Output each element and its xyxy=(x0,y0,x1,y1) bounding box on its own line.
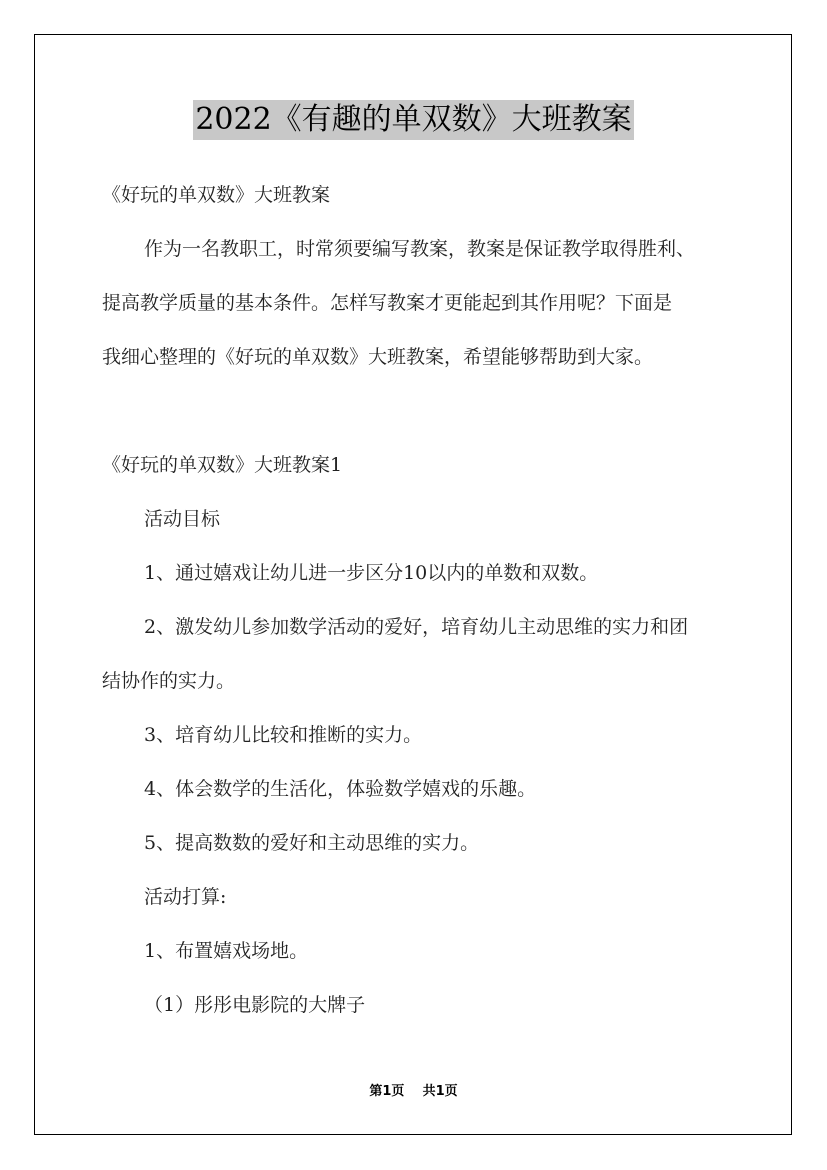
prep-heading: 活动打算: xyxy=(144,886,227,908)
goal-item-2: 2、激发幼儿参加数学活动的爱好，培育幼儿主动思维的实力和团 xyxy=(144,616,689,638)
document-subtitle: 《好玩的单双数》大班教案 xyxy=(102,184,331,206)
goal-item-2-continued: 结协作的实力。 xyxy=(102,670,236,692)
goals-heading: 活动目标 xyxy=(144,508,221,530)
goal-item-4: 4、体会数学的生活化，体验数学嬉戏的乐趣。 xyxy=(144,778,537,800)
page-total: 共1页 xyxy=(422,1084,458,1099)
page-number: 第1页 xyxy=(369,1084,405,1099)
goal-item-1: 1、通过嬉戏让幼儿进一步区分10以内的单数和双数。 xyxy=(144,562,599,584)
title-container xyxy=(0,100,827,140)
intro-line-2: 提高教学质量的基本条件。怎样写教案才更能起到其作用呢？下面是 xyxy=(102,292,673,314)
goal-item-3: 3、培育幼儿比较和推断的实力。 xyxy=(144,724,423,746)
intro-line-3: 我细心整理的《好玩的单双数》大班教案，希望能够帮助到大家。 xyxy=(102,346,654,368)
document-title: 2022《有趣的单双数》大班教案 xyxy=(193,100,633,140)
section-title: 《好玩的单双数》大班教案1 xyxy=(102,454,343,476)
intro-line-1: 作为一名教职工，时常须要编写教案，教案是保证教学取得胜利、 xyxy=(144,238,696,260)
prep-item-1: 1、布置嬉戏场地。 xyxy=(144,940,309,962)
prep-item-1-sub: （1）彤彤电影院的大牌子 xyxy=(144,994,366,1016)
page-footer xyxy=(0,1083,827,1101)
goal-item-5: 5、提高数数的爱好和主动思维的实力。 xyxy=(144,832,480,854)
